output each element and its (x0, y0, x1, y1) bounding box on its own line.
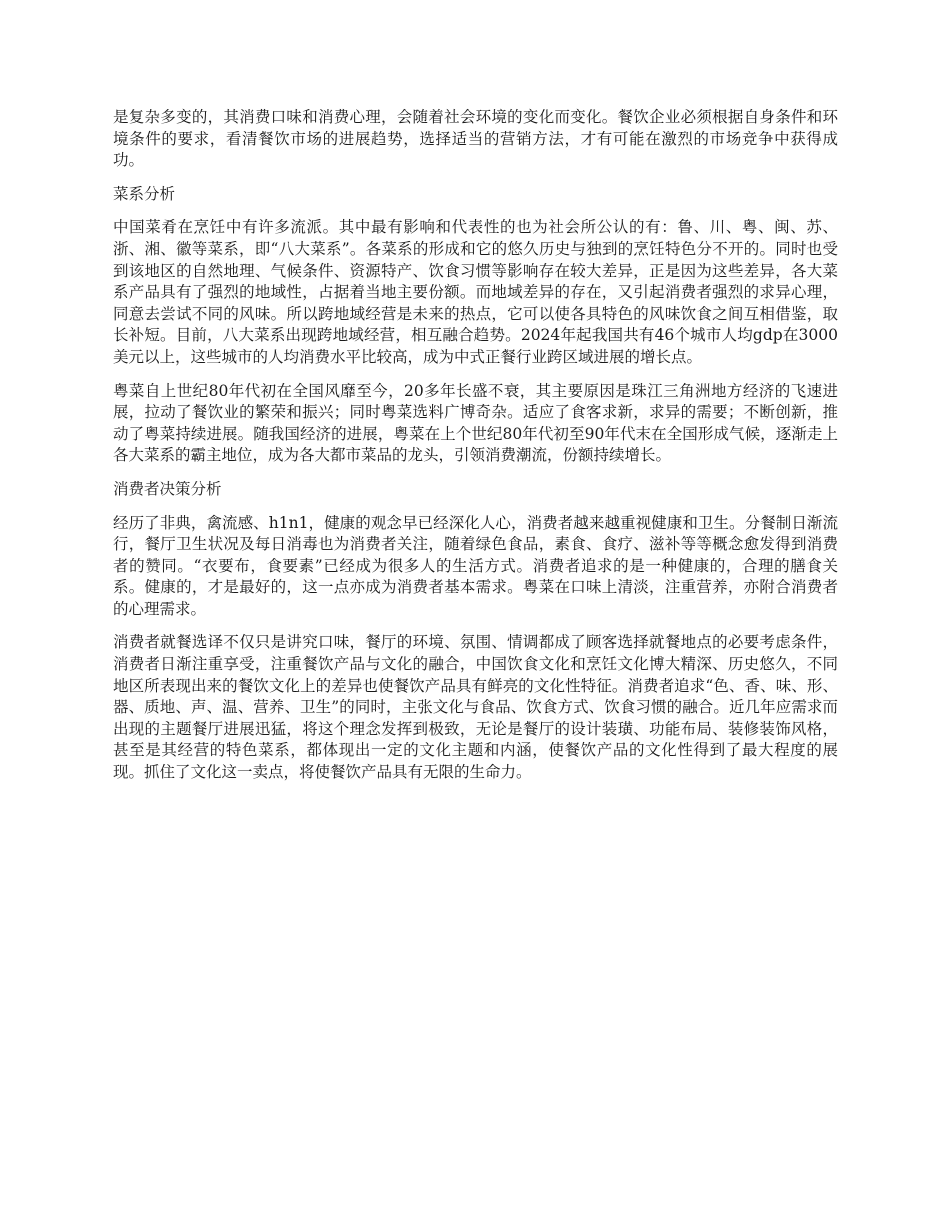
section-heading-cuisine-analysis: 菜系分析 (113, 184, 176, 203)
paragraph-cuisine-schools: 中国菜肴在烹饪中有许多流派。其中最有影响和代表性的也为社会所公认的有：鲁、川、粤、闽、苏、浙、湘、徽等菜系，即“八大菜系”。各菜系的形成和它的悠久历史与独到的烹饪特色分不开的。同时也受到该地区的自然地理、气候条件、资源特产、饮食习惯等影响存在较大差异，正是因为这些差异，各大菜系产品具有了强烈的地域性，占据着当地主要份额。而地域差异的存在，又引起消费者强烈的求异心理，同意去尝试不同的风味。所以跨地域经营是未来的热点，它可以使各具特色的风味饮食之间互相借鉴，取长补短。目前，八大菜系出现跨地域经营，相互融合趋势。2024年起我国共有46个城市人均gdp在3000美元以上，这些城市的人均消费水平比较高，成为中式正餐行业跨区域进展的增长点。 (113, 218, 838, 366)
document-page (113, 107, 838, 796)
paragraph-dining-culture: 消费者就餐选译不仅只是讲究口味，餐厅的环境、氛围、情调都成了顾客选择就餐地点的必要考虑条件，消费者日渐注重享受，注重餐饮产品与文化的融合，中国饮食文化和烹饪文化博大精深、历史悠久，不同地区所表现出来的餐饮文化上的差异也使餐饮产品具有鲜亮的文化性特征。消费者追求“色、香、味、形、器、质地、声、温、营养、卫生”的同时，主张文化与食品、饮食方式、饮食习惯的融合。近几年应需求而出现的主题餐厅进展迅猛，将这个理念发挥到极致，无论是餐厅的设计装璜、功能布局、装修装饰风格，甚至是其经营的特色菜系，都体现出一定的文化主题和内涵，使餐饮产品的文化性得到了最大程度的展现。抓住了文化这一卖点，将使餐饮产品具有无限的生命力。 (113, 633, 838, 782)
paragraph-health-awareness: 经历了非典，禽流感、h1n1，健康的观念早已经深化人心，消费者越来越重视健康和卫生。分餐制日渐流行，餐厅卫生状况及每日消毒也为消费者关注，随着绿色食品，素食、食疗、滋补等等概念愈发得到消费者的赞同。“衣要布，食要素”已经成为很多人的生活方式。消费者追求的是一种健康的，合理的膳食关系。健康的，才是最好的，这一点亦成为消费者基本需求。粤菜在口味上清淡，注重营养，亦附合消费者的心理需求。 (113, 513, 838, 618)
paragraph-intro: 是复杂多变的，其消费口味和消费心理，会随着社会环境的变化而变化。餐饮企业必须根据自身条件和环境条件的要求，看清餐饮市场的进展趋势，选择适当的营销方法，才有可能在激烈的市场竞争中获得成功。 (113, 108, 838, 170)
paragraph-cantonese-cuisine: 粤菜自上世纪80年代初在全国风靡至今，20多年长盛不衰，其主要原因是珠江三角洲地方经济的飞速进展，拉动了餐饮业的繁荣和振兴；同时粤菜选料广博奇杂。适应了食客求新，求异的需要；不断创新，推动了粤菜持续进展。随我国经济的进展，粤菜在上个世纪80年代初至90年代末在全国形成气候，逐渐走上各大菜系的霸主地位，成为各大都市菜品的龙头，引领消费潮流，份额持续增长。 (113, 381, 838, 465)
section-heading-consumer-decision: 消费者决策分析 (113, 479, 222, 498)
